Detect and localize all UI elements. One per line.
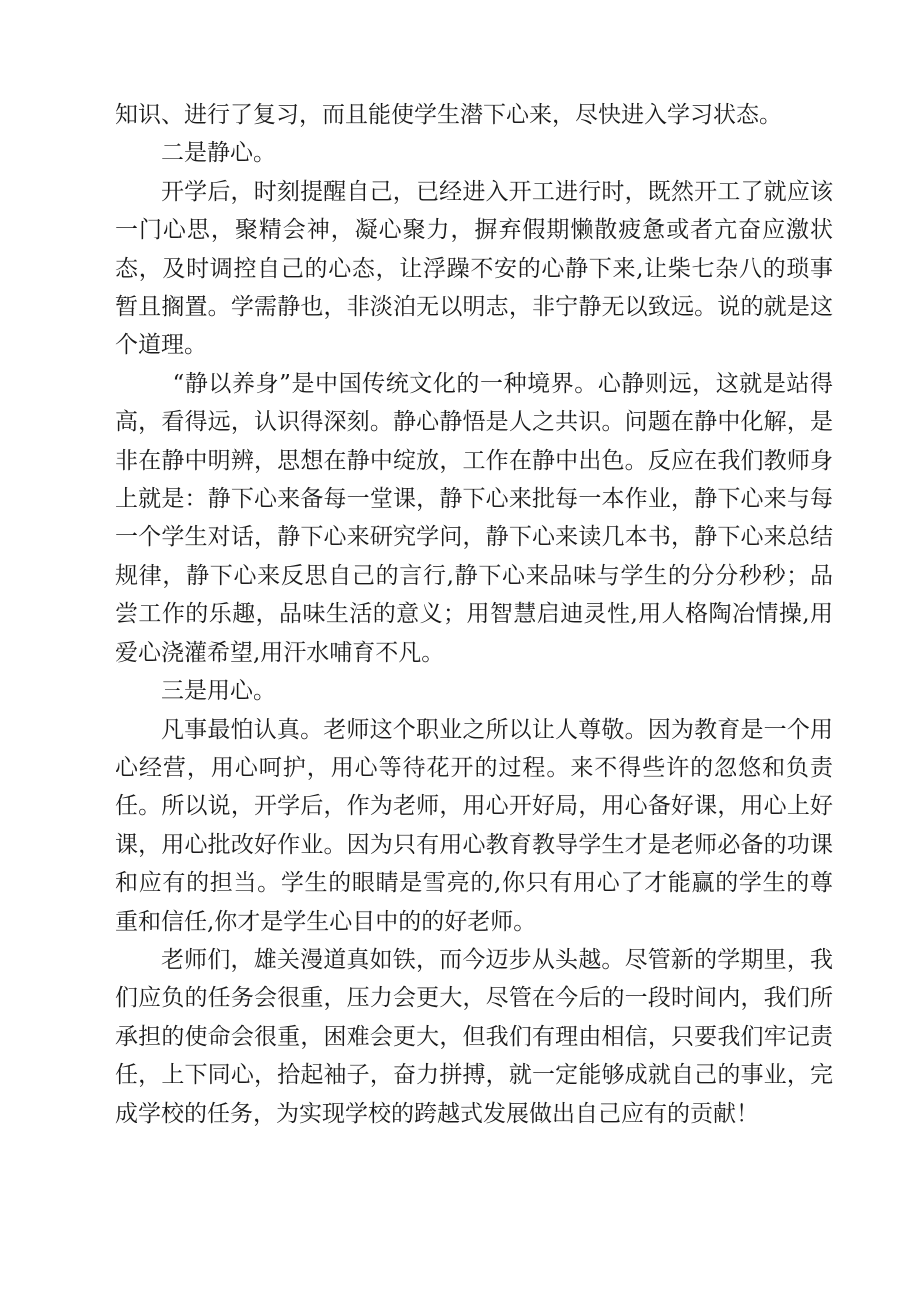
paragraph: 老师们，雄关漫道真如铁，而今迈步从头越。尽管新的学期里，我们应负的任务会很重，压力会更大，尽管在今后的一段时间内，我们所承担的使命会很重，困难会更大，但我们有理由相信，只要我们牢记责任，上下同心，拾起袖子，奋力拼搏，就一定能够成就自己的事业，完成学校的任务，为实现学校的跨越式发展做出自己应有的贡献！ bbox=[115, 946, 833, 1127]
paragraph: 开学后，时刻提醒自己，已经进入开工进行时，既然开工了就应该一门心思，聚精会神，凝心聚力，摒弃假期懒散疲惫或者亢奋应激状态，及时调控自己的心态，让浮躁不安的心静下来,让柴七杂八的琐事暂且搁置。学需静也，非淡泊无以明志，非宁静无以致远。说的就是这个道理。 bbox=[115, 178, 833, 359]
section-heading-jingxin: 二是静心。 bbox=[161, 140, 276, 167]
paragraph-continuation: 知识、进行了复习，而且能使学生潜下心来，尽快进入学习状态。 bbox=[115, 102, 782, 128]
paragraph: “静以养身”是中国传统文化的一种境界。心静则远，这就是站得高，看得远，认识得深刻。静心静悟是人之共识。问题在静中化解，是非在静中明辨，思想在静中绽放，工作在静中出色。反应在我们教师身上就是：静下心来备每一堂课，静下心来批每一本作业，静下心来与每一个学生对话，静下心来研究学问，静下心来读几本书，静下心来总结规律，静下心来反思自己的言行,静下心来品味与学生的分分秒秒；品尝工作的乐趣，品味生活的意义；用智慧启迪灵性,用人格陶冶情操,用爱心浇灌希望,用汗水哺育不凡。 bbox=[115, 370, 833, 666]
paragraph: 凡事最怕认真。老师这个职业之所以让人尊敬。因为教育是一个用心经营，用心呵护，用心等待花开的过程。来不得些许的忽悠和负责任。所以说，开学后，作为老师，用心开好局，用心备好课，用心上好课，用心批改好作业。因为只有用心教育教导学生才是老师必备的功课和应有的担当。学生的眼睛是雪亮的,你只有用心了才能赢的学生的尊重和信任,你才是学生心目中的的好老师。 bbox=[115, 716, 833, 935]
document-page bbox=[115, 96, 833, 1133]
section-heading-yongxin: 三是用心。 bbox=[161, 678, 276, 705]
